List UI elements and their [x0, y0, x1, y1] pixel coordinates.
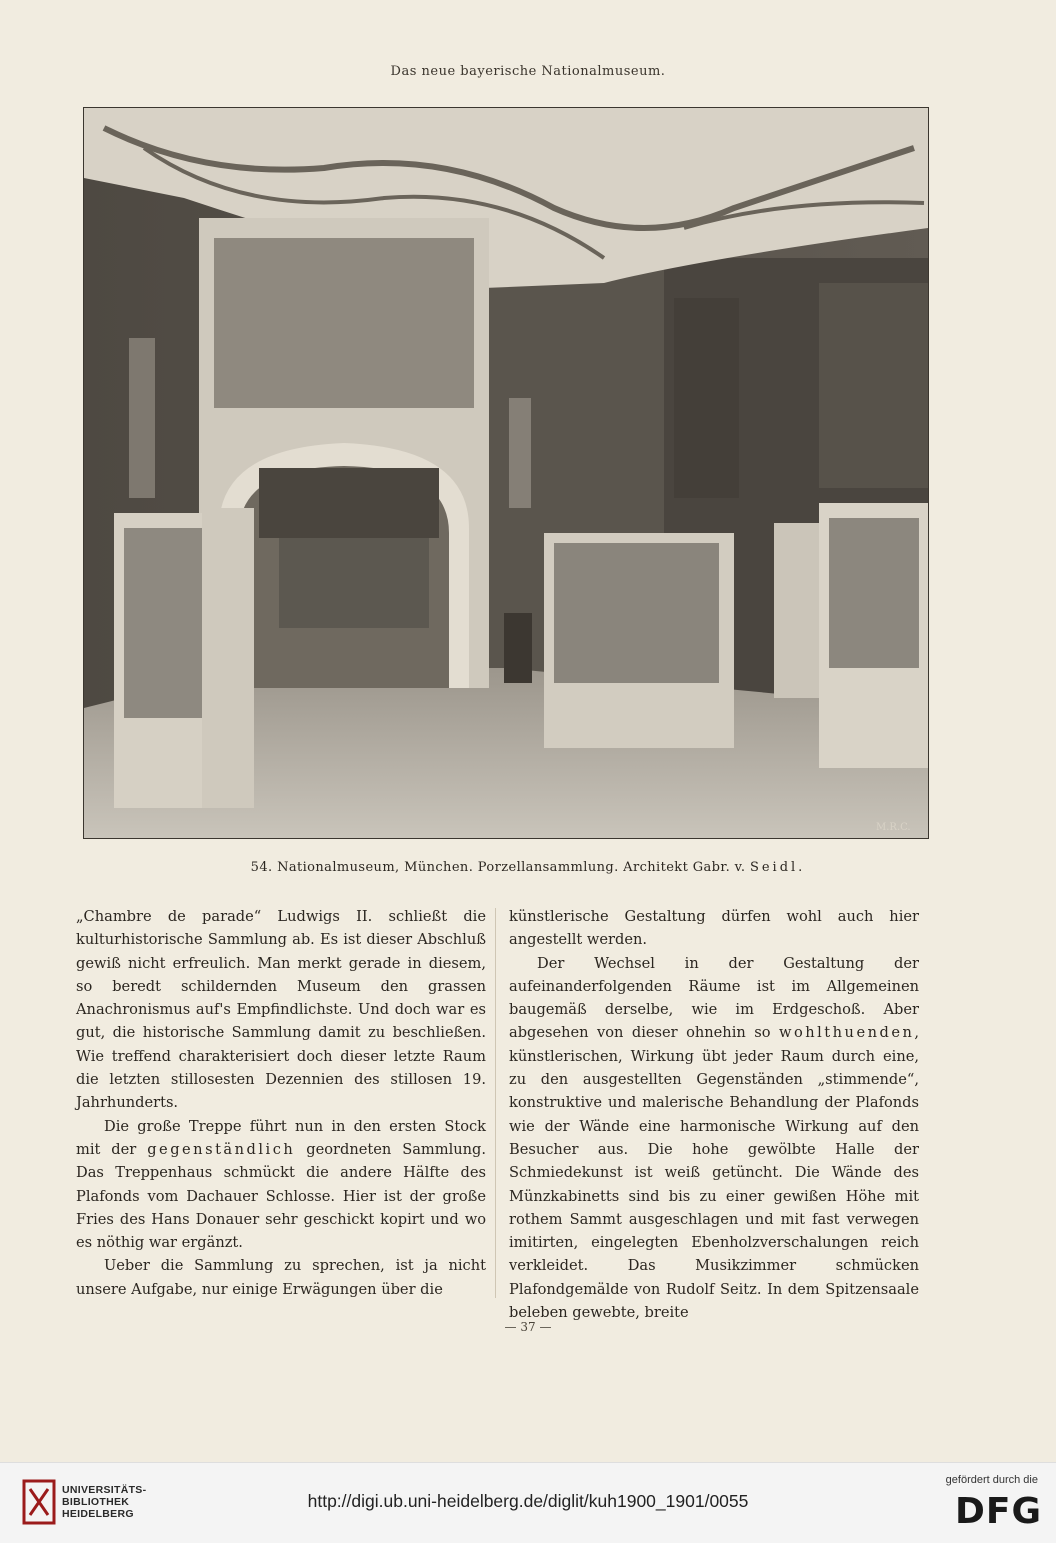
- institution-line: BIBLIOTHEK: [62, 1496, 130, 1508]
- paragraph: [76, 1115, 486, 1255]
- caption-architect-name: Seidl.: [749, 860, 806, 875]
- institution-line: HEIDELBERG: [62, 1508, 134, 1520]
- dfg-logo: DFG: [954, 1491, 1042, 1532]
- institution-line: UNIVERSITÄTS-: [62, 1484, 147, 1496]
- paragraph-text: Die große Treppe führt nun in den ersten Stock mit der: [76, 1117, 486, 1158]
- funding-note: gefördert durch die: [945, 1474, 1038, 1486]
- photo-monogram: M.R.C.: [876, 822, 911, 833]
- emphasized-word: wohlthuenden: [778, 1024, 915, 1042]
- emphasized-word: gegenständlich: [147, 1140, 296, 1158]
- museum-photograph: [83, 107, 929, 839]
- caption-text: 54. Nationalmuseum, München. Porzellansammlung. Architekt Gabr. v.: [250, 860, 746, 875]
- photo-caption: [0, 860, 1056, 875]
- paragraph-text: , künstlerischen, Wirkung übt jeder Raum durch eine, zu den ausgestellten Gegenständen „stimmende“, konstruktive und malerische Behandlung der Plafonds wie der Wände eine harmonische Wirkung auf den Besucher aus. Die hohe gewölbte Halle der Schmiedekunst ist weiß getüncht. Die Wände des Münzkabinetts sind bis zu einer gewißen Höhe mit rothem Sammt ausgeschlagen und mit fast verwegen imitirten, eingelegten Ebenholzverschalungen reich verkleidet. Das Musikzimmer schmücken Plafondgemälde von Rudolf Seitz. In dem Spitzensaale beleben gewebte, breite: [509, 1024, 920, 1322]
- column-divider: [495, 908, 496, 1298]
- paragraph: [509, 952, 919, 1325]
- paragraph-text: geordneten Sammlung. Das Treppenhaus schmückt die andere Hälfte des Plafonds vom Dachauer Schlosse. Hier ist der große Fries des Hans Donauer sehr geschickt kopirt und wo es nöthig war ergänzt.: [76, 1140, 487, 1252]
- page-number: — 37 —: [504, 1320, 552, 1334]
- left-text-column: [76, 905, 486, 1301]
- porcelain-room-photo: [84, 108, 928, 838]
- paragraph: Ueber die Sammlung zu sprechen, ist ja nicht unsere Aufgabe, nur einige Erwägungen über die: [76, 1257, 486, 1298]
- paragraph: künstlerische Gestaltung dürfen wohl auch hier angestellt werden.: [509, 908, 919, 949]
- permalink-url[interactable]: http://digi.ub.uni-heidelberg.de/diglit/kuh1900_1901/0055: [307, 1491, 749, 1511]
- digitization-footer: [0, 1462, 1056, 1543]
- running-head: Das neue bayerische Nationalmuseum.: [390, 64, 666, 79]
- paragraph: „Chambre de parade“ Ludwigs II. schließt die kulturhistorische Sammlung ab. Es ist dieser Abschluß gewiß nicht erfreulich. Man merkt gerade in diesem, so beredt schildernden Museum den grassen Anachronismus auf's Empfindlichste. Und doch war es gut, die historische Sammlung damit zu beschließen. Wie treffend charakterisiert doch dieser letzte Raum die letzten stillosesten Dezennien des stillosen 19. Jahrhunderts.: [76, 908, 486, 1112]
- paragraph-text: Der Wechsel in der Gestaltung der aufeinanderfolgenden Räume ist im Allgemeinen baugemäß derselbe, wie im Erdgeschoß. Aber abgesehen von dieser ohnehin so: [509, 954, 919, 1042]
- right-text-column: [509, 905, 919, 1324]
